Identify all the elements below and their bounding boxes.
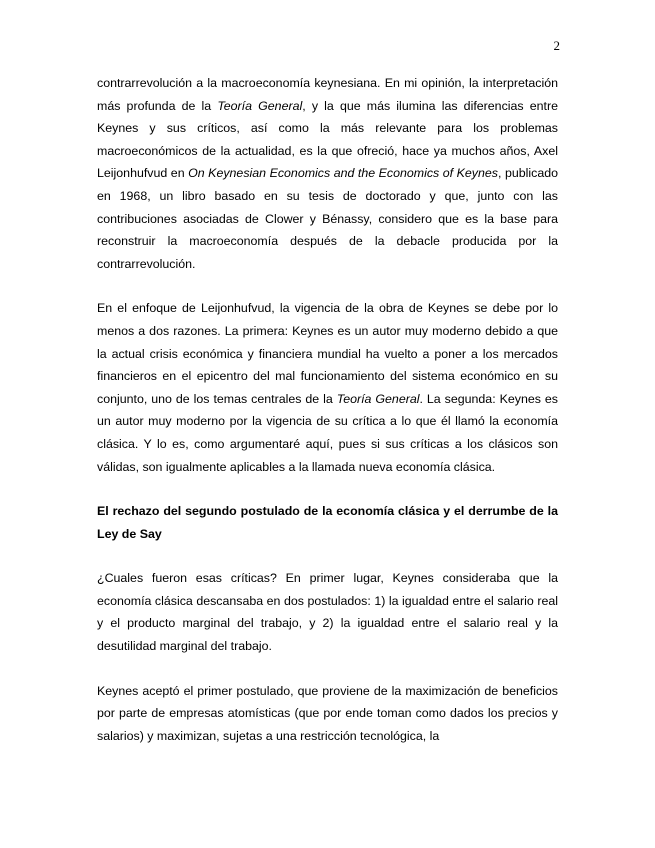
- paragraph-1-text-a: contrarrevolución a la macroeconomía keynesiana. En mi opinión, la interpretación más profunda de la: [97, 76, 558, 113]
- page-number: 2: [553, 38, 560, 53]
- paragraph-1: [97, 72, 558, 275]
- paragraph-1-text-c: , publicado en 1968, un libro basado en su tesis de doctorado y que, junto con las contribuciones asociadas de Clower y Bénassy, considero que es la base para reconstruir la macroeconomía después de la debacle producida por la contrarrevolución.: [97, 166, 559, 271]
- paragraph-2: [97, 297, 558, 478]
- paragraph-4: Keynes aceptó el primer postulado, que proviene de la maximización de beneficios por parte de empresas atomísticas (que por ende toman como dados los precios y salarios) y maximizan, sujetas a una restricción tecnológica, la: [97, 683, 558, 743]
- paragraph-3: ¿Cuales fueron esas críticas? En primer lugar, Keynes consideraba que la economía clásica descansaba en dos postulados: 1) la igualdad entre el salario real y el producto marginal del trabajo, y 2) la igualdad entre el salario real y la desutilidad marginal del trabajo.: [97, 571, 558, 654]
- book-title-teoria-general-2: Teoría General: [336, 391, 420, 406]
- book-title-leijonhufvud: On Keynesian Economics and the Economics of Keynes: [188, 166, 498, 181]
- section-heading: El rechazo del segundo postulado de la economía clásica y el derrumbe de la Ley de Say: [97, 504, 558, 541]
- book-title-teoria-general: Teoría General: [217, 98, 303, 113]
- paragraph-1-text-b: , y la que más ilumina las diferencias entre Keynes y sus críticos, así como la más relevante para los problemas macroeconómicos de la actualidad, es la que ofreció, hace ya muchos años, Axel Leijonhufvud en: [97, 98, 558, 181]
- document-body: [97, 72, 558, 769]
- paragraph-2-text-b: . La segunda: Keynes es un autor muy moderno por la vigencia de su crítica a lo que él llamó la economía clásica. Y lo es, como argumentaré aquí, pues si sus críticas a los clásicos son válidas, son igualmente aplicables a la llamada nueva economía clásica.: [97, 391, 558, 474]
- paragraph-2-text-a: En el enfoque de Leijonhufvud, la vigencia de la obra de Keynes se debe por lo menos a dos razones. La primera: Keynes es un autor muy moderno debido a que la actual crisis económica y financiera mundial ha vuelto a poner a los mercados financieros en el epicentro del mal funcionamiento del sistema económico en su conjunto, uno de los temas centrales de la: [97, 301, 558, 406]
